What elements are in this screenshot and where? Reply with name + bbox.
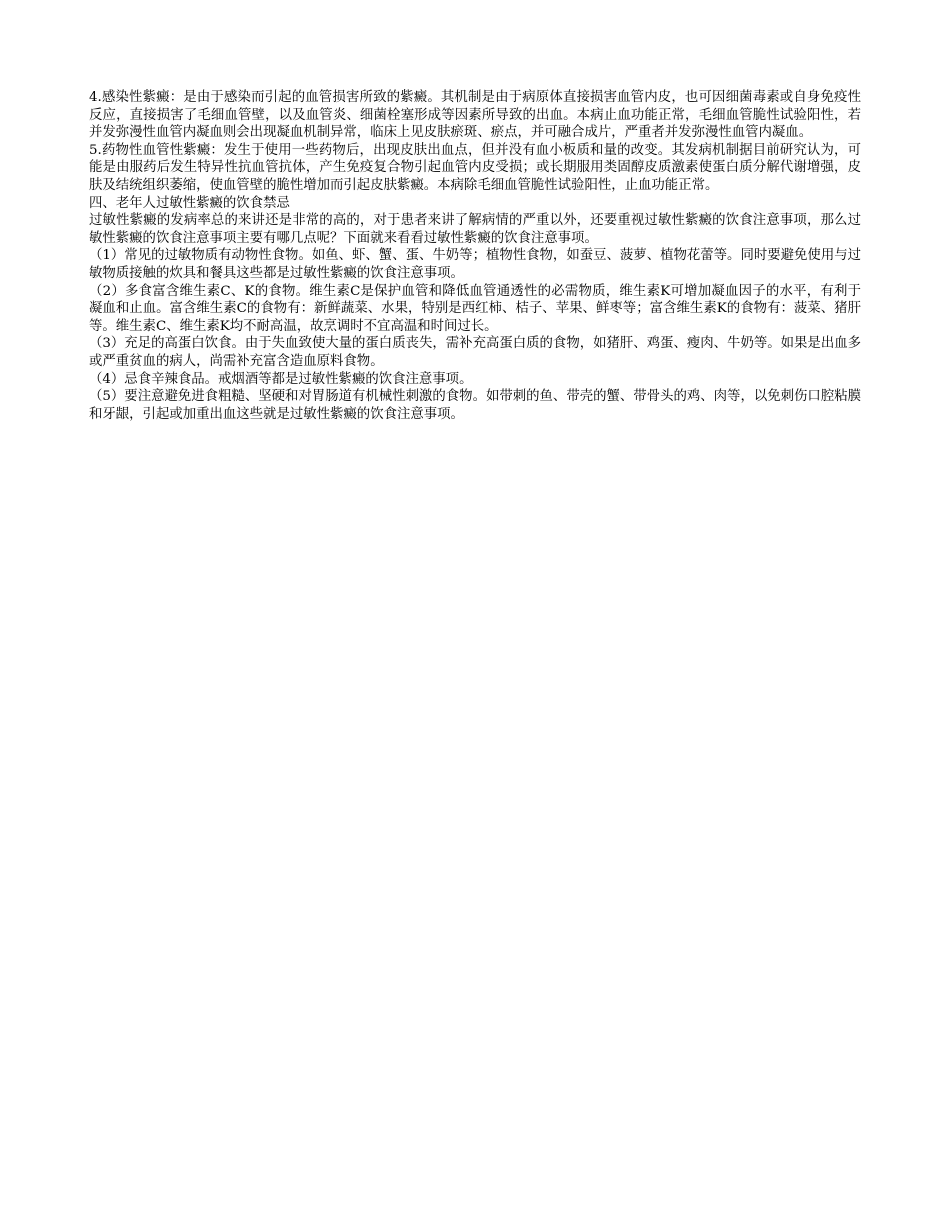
list-item-5: （5）要注意避免进食粗糙、坚硬和对胃肠道有机械性刺激的食物。如带刺的鱼、带壳的蟹、带骨头的鸡、肉等，以免刺伤口腔粘膜和牙龈，引起或加重出血这些就是过敏性紫癜的饮食注意事项。 [89,389,861,422]
paragraph-diet-intro: 过敏性紫癜的发病率总的来讲还是非常的高的，对于患者来讲了解病情的严重以外，还要重视过敏性紫癜的饮食注意事项，那么过敏性紫癜的饮食注意事项主要有哪几点呢？下面就来看看过敏性紫癜的饮食注意事项。 [89,213,861,246]
list-item-4: （4）忌食辛辣食品。戒烟酒等都是过敏性紫癜的饮食注意事项。 [89,371,473,387]
section-heading-diet-taboos: 四、老年人过敏性紫癜的饮食禁忌 [89,195,290,211]
paragraph-infectious-purpura: 4.感染性紫癜：是由于感染而引起的血管损害所致的紫癜。其机制是由于病原体直接损害血管内皮，也可因细菌毒素或自身免疫性反应，直接损害了毛细血管壁，以及血管炎、细菌栓塞形成等因素所导致的出血。本病止血功能正常，毛细血管脆性试验阳性，若并发弥漫性血管内凝血则会出现凝血机制异常，临床上见皮肤瘀斑、瘀点，并可融合成片，严重者并发弥漫性血管内凝血。 [89,90,861,141]
list-item-2: （2）多食富含维生素C、K的食物。维生素C是保护血管和降低血管通透性的必需物质，维生素K可增加凝血因子的水平，有利于凝血和止血。富含维生素C的食物有：新鲜蔬菜、水果，特别是西红柿、桔子、苹果、鲜枣等；富含维生素K的食物有：菠菜、猪肝等。维生素C、维生素K均不耐高温，故烹调时不宜高温和时间过长。 [89,283,861,334]
list-item-1: （1）常见的过敏物质有动物性食物。如鱼、虾、蟹、蛋、牛奶等；植物性食物，如蚕豆、菠萝、植物花蕾等。同时要避免使用与过敏物质接触的炊具和餐具这些都是过敏性紫癜的饮食注意事项。 [89,248,861,281]
paragraph-drug-induced-purpura: 5.药物性血管性紫癜：发生于使用一些药物后，出现皮肤出血点，但并没有血小板质和量的改变。其发病机制据目前研究认为，可能是由服药后发生特异性抗血管抗体，产生免疫复合物引起血管内皮受损；或长期服用类固醇皮质激素使蛋白质分解代谢增强，皮肤及结统组织萎缩，使血管壁的脆性增加而引起皮肤紫癜。本病除毛细血管脆性试验阳性，止血功能正常。 [89,142,861,193]
document-body [89,89,861,423]
list-item-3: （3）充足的高蛋白饮食。由于失血致使大量的蛋白质丧失，需补充高蛋白质的食物，如猪肝、鸡蛋、瘦肉、牛奶等。如果是出血多或严重贫血的病人，尚需补充富含造血原料食物。 [89,336,861,369]
